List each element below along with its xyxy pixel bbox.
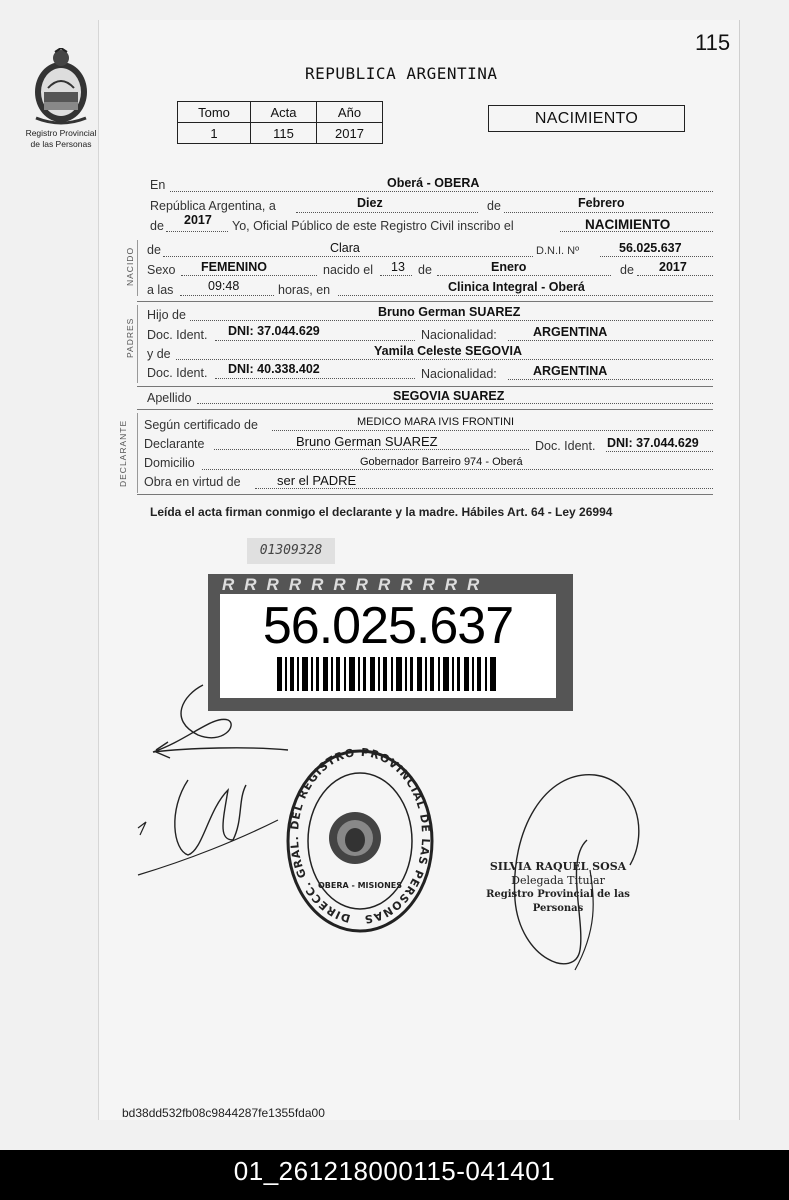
sticker-dni-number: 56.025.637 [262,597,514,655]
dotted-line [600,256,713,257]
dotted-line [380,275,412,276]
sexo-value: FEMENINO [201,260,267,274]
officer-name: SILVIA RAQUEL SOSA [489,860,627,873]
birth-place-value: Clinica Integral - Oberá [448,280,585,294]
section-bracket [137,413,138,493]
section-divider [137,386,713,387]
dotted-line [215,378,415,379]
document-title: REPUBLICA ARGENTINA [305,64,498,83]
dotted-line [215,340,415,341]
alas-label: a las [147,283,174,297]
act-type-box: NACIMIENTO [488,105,685,132]
dotted-line [197,403,713,404]
name-value: Clara [330,241,360,255]
coat-of-arms-icon [26,48,96,126]
dotted-line [437,275,611,276]
dotted-line [504,212,713,213]
dotted-line [190,320,713,321]
registry-logo [22,48,100,150]
declarante-label: Declarante [144,437,205,451]
yde-label: y de [147,347,171,361]
father-value: Bruno German SUAREZ [378,305,521,319]
side-label-nacido: NACIDO [125,246,135,286]
header-tomo: Tomo [178,102,251,123]
section-bracket [137,305,138,383]
page-number: 115 [695,30,731,55]
domicilio-label: Domicilio [144,456,195,470]
logo-caption-line2: de las Personas [30,139,92,149]
day-value: Diez [357,196,383,210]
sticker-pattern: RRRRRRRRRRRR [222,575,490,594]
logo-caption-line1: Registro Provincial [25,128,97,138]
dotted-line [606,451,713,452]
cert-label: Según certificado de [144,418,258,432]
header-ano: Año [317,102,383,123]
dotted-line [180,295,274,296]
dni-value: 56.025.637 [619,241,682,255]
hijo-label: Hijo de [147,308,186,322]
mother-value: Yamila Celeste SEGOVIA [374,344,522,358]
dotted-line [255,488,713,489]
dotted-line [170,191,713,192]
birth-month-value: Enero [491,260,527,274]
republica-label: República Argentina, a [150,199,276,213]
closing-text: Leída el acta firman conmigo el declarante y la madre. Hábiles Art. 64 - Ley 26994 [150,505,613,519]
footer-id-bar: 01_261218000115-041401 [0,1150,789,1200]
dotted-line [214,449,529,450]
de-label: de [147,243,161,257]
dni-label: D.N.I. Nº [536,245,580,257]
declarante-value: Bruno German SUAREZ [296,434,438,449]
dotted-line [296,212,478,213]
obra-label: Obra en virtud de [144,475,241,489]
doc-label: Doc. Ident. [147,328,208,342]
nac-label: Nacionalidad: [421,367,497,381]
officer-office: Registro Provincial de las Personas [486,889,630,914]
inscribe-type-value: NACIMIENTO [585,217,671,232]
header-acta: Acta [251,102,317,123]
birth-year-value: 2017 [659,260,687,274]
section-divider [137,409,713,410]
mother-nat-value: ARGENTINA [533,364,608,378]
seal-inner-text: OBERA - MISIONES [317,881,403,890]
dotted-line [508,340,713,341]
doc-label: Doc. Ident. [147,366,208,380]
seal-ring-text: DIRECC. GRAL. DEL REGISTRO PROVINCIAL DE LAS PERSONAS [288,748,433,926]
de-label: de [418,263,432,277]
time-value: 09:48 [208,279,240,293]
side-label-padres: PADRES [125,317,135,358]
value-acta: 115 [251,123,317,144]
section-divider [137,301,713,302]
dotted-line [181,275,317,276]
declarante-doc-value: DNI: 37.044.629 [607,436,699,450]
month-value: Febrero [578,196,625,210]
de-label: de [150,219,164,233]
value-ano: 2017 [317,123,383,144]
section-divider [137,494,713,495]
dotted-line [508,379,713,380]
value-tomo: 1 [178,123,251,144]
dotted-line [166,231,228,232]
en-label: En [150,178,166,192]
apellido-value: SEGOVIA SUAREZ [393,389,505,403]
obra-value: ser el PADRE [277,473,357,488]
father-nat-value: ARGENTINA [533,325,608,339]
dotted-line [163,256,533,257]
document-hash: bd38dd532fb08c9844287fe1355fda00 [122,1106,325,1120]
dotted-line [637,275,713,276]
nac-label: Nacionalidad: [421,328,497,342]
dotted-line [176,359,713,360]
registry-table [177,101,383,144]
control-number: 01309328 [247,538,335,564]
signature-block [468,860,648,916]
de-label: de [487,199,501,213]
section-bracket [137,240,138,296]
apellido-label: Apellido [147,391,192,405]
domicilio-value: Gobernador Barreiro 974 - Oberá [360,456,523,468]
birth-day-value: 13 [391,260,405,274]
sexo-label: Sexo [147,263,176,277]
side-label-declarante: DECLARANTE [118,419,128,487]
place-value: Oberá - OBERA [387,176,480,190]
dotted-line [338,295,713,296]
official-seal-icon [285,748,435,934]
de-label: de [620,263,634,277]
father-doc-value: DNI: 37.044.629 [228,324,320,338]
year-value: 2017 [184,213,212,227]
dotted-line [202,469,713,470]
doc-label: Doc. Ident. [535,439,596,453]
dotted-line [272,430,713,431]
oficial-text: Yo, Oficial Público de este Registro Civil inscribo el [232,219,514,233]
horas-label: horas, en [278,283,331,297]
officer-role: Delegada Titular [511,874,605,887]
mother-doc-value: DNI: 40.338.402 [228,362,320,376]
nacido-label: nacido el [323,263,374,277]
cert-value: MEDICO MARA IVIS FRONTINI [357,416,515,428]
